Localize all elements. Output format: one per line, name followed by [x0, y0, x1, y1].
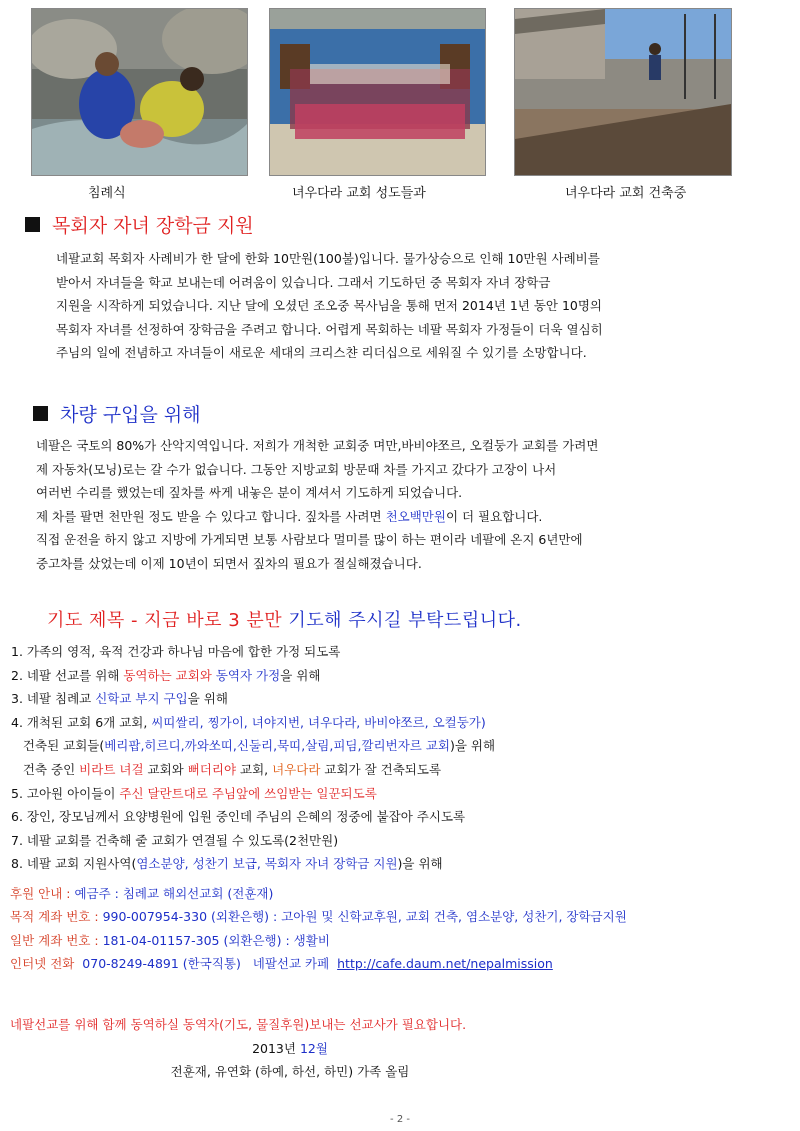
- prayer-list: [11, 640, 495, 876]
- highlight-blue: 씨띠쌀리, 찡가이, 녀야지번, 녀우다라, 바비야쪼르, 오컬둥가): [151, 714, 486, 730]
- prayer-heading-blue: 기도해 주시길 부탁드립니다.: [288, 610, 522, 631]
- support-line-phone: [10, 952, 627, 975]
- support-label: 목적 계좌 번호 :: [10, 909, 103, 925]
- section-vehicle-title: 차량 구입을 위해: [60, 404, 201, 426]
- paragraph-line: 지원을 시작하게 되었습니다. 지난 달에 오셨던 조오중 목사님을 통해 먼저 2014년 1년 동안 10명의: [56, 298, 602, 314]
- prayer-heading-red: 기도 제목 - 지금 바로 3 분만: [47, 610, 289, 631]
- highlight-blue: 동역자 가정: [215, 667, 281, 683]
- support-line-sponsor: [10, 882, 627, 905]
- text-span: 교회와: [143, 761, 188, 777]
- congregation-photo: [269, 8, 486, 176]
- list-item: [11, 734, 495, 758]
- paragraph-line: 네팔교회 목회자 사례비가 한 달에 한화 10만원(100불)입니다. 물가상승으로 인해 10만원 사례비를: [56, 251, 600, 266]
- paragraph-line: [36, 505, 748, 529]
- cafe-link[interactable]: http://cafe.daum.net/nepalmission: [337, 956, 553, 972]
- paragraph-line: 목회자 자녀를 선정하여 장학금을 주려고 합니다. 어렵게 목회하는 네팔 목회자 가정들이 더욱 열심히: [56, 321, 603, 337]
- text-span: 을 위해: [280, 667, 321, 683]
- text-span: 교회가 잘 건축되도록: [320, 761, 442, 777]
- section-vehicle-body: [36, 434, 748, 576]
- photo-caption-baptism: 침례식: [88, 186, 126, 201]
- paragraph-line: 제 자동차(모닝)로는 갈 수가 없습니다. 그동안 지방교회 방문때 차를 가지고 갔다가 고장이 나서: [36, 461, 557, 477]
- list-item: 6. 장인, 장모님께서 요양병원에 입원 중인데 주님의 은혜의 정중에 붙잡아 주시도록: [11, 809, 466, 825]
- support-label: 일반 계좌 번호 :: [10, 932, 103, 948]
- support-value: 990-007954-330 (외환은행) : 고아원 및 신학교후원, 교회 건축, 염소분양, 성찬기, 장학금지원: [102, 909, 627, 925]
- support-line-purpose-account: [10, 905, 627, 928]
- text-span: 8. 네팔 교회 지원사역(: [11, 856, 137, 872]
- list-item: [11, 664, 495, 688]
- support-label: 후원 안내 :: [10, 886, 75, 901]
- date-year: 2013년: [252, 1040, 300, 1056]
- support-label: 인터넷 전화: [10, 956, 83, 972]
- square-bullet-icon: [33, 406, 48, 421]
- paragraph-line: 여러번 수리를 했었는데 짚차를 싸게 내놓은 분이 계셔서 기도하게 되었습니다.: [36, 485, 463, 501]
- highlight-red: 뻐더리야: [187, 761, 237, 777]
- support-value: 예금주 : 침례교 해외선교회 (전훈재): [74, 886, 274, 901]
- text-span: 5. 고아원 아이들이: [11, 785, 120, 801]
- square-bullet-icon: [25, 217, 40, 232]
- support-line-general-account: [10, 929, 627, 952]
- paragraph-line: 주님의 일에 전념하고 자녀들이 새로운 세대의 크리스챤 리더십으로 세워질 수 있기를 소망합니다.: [56, 345, 587, 361]
- closing-appeal: 네팔선교를 위해 함께 동역하실 동역자(기도, 물질후원)보내는 선교사가 필요합니다.: [10, 1017, 467, 1032]
- text-span: 건축 중인: [11, 761, 80, 777]
- text-span: 을 위해: [187, 691, 228, 707]
- list-item: [11, 782, 495, 806]
- highlight-red: 동역하는 교회와: [123, 667, 212, 683]
- paragraph-line: 네팔은 국토의 80%가 산악지역입니다. 저희가 개척한 교회중 며만,바비야쪼르, 오컬둥가 교회를 가려면: [36, 438, 599, 453]
- highlight-orange: 녀우다라: [272, 761, 321, 777]
- highlight-red: 비라트 녀걸: [79, 761, 144, 777]
- list-item: [11, 711, 495, 735]
- support-value: 181-04-01157-305 (외환은행) : 생활비: [102, 932, 330, 948]
- closing-date: [10, 1037, 570, 1061]
- highlight-amount: 천오백만원: [385, 508, 446, 524]
- section-scholarship-heading: [25, 211, 254, 238]
- paragraph-line: 받아서 자녀들을 학교 보내는데 어려움이 있습니다. 그래서 기도하던 중 목회자 자녀 장학금: [56, 274, 551, 290]
- support-info: [10, 882, 627, 976]
- section-vehicle-heading: [33, 400, 201, 427]
- text-span: 이 더 필요합니다.: [445, 508, 543, 524]
- text-span: )을 위해: [397, 856, 443, 872]
- text-span: 2. 네팔 선교를 위해: [11, 667, 124, 683]
- page-number: - 2 -: [390, 1114, 410, 1125]
- section-scholarship-body: [56, 247, 768, 365]
- text-span: 3. 네팔 침례교: [11, 691, 96, 707]
- list-item: [11, 852, 495, 876]
- support-value: 070-8249-4891 (한국직통) 네팔선교 카페: [82, 956, 338, 972]
- closing-signature: 전훈재, 유연화 (하예, 하선, 하민) 가족 올림: [170, 1064, 410, 1079]
- highlight-red: 주신 달란트대로 주님앞에 쓰임받는 일꾼되도록: [119, 785, 377, 801]
- text-span: 4. 개척된 교회 6개 교회,: [11, 714, 152, 730]
- section-scholarship-title: 목회자 자녀 장학금 지원: [52, 215, 254, 237]
- list-item: 7. 네팔 교회를 건축해 줄 교회가 연결될 수 있도록(2천만원): [11, 832, 339, 848]
- baptism-photo: [31, 8, 248, 176]
- list-item: [11, 687, 495, 711]
- list-item: [11, 758, 495, 782]
- list-item: 1. 가족의 영적, 육적 건강과 하나님 마음에 합한 가정 되도록: [11, 644, 341, 659]
- paragraph-line: 직접 운전을 하지 않고 지방에 가게되면 보통 사람보다 멀미를 많이 하는 편이라 네팔에 온지 6년만에: [36, 532, 583, 548]
- text-span: )을 위해: [449, 738, 496, 754]
- highlight-blue: 베리팝,히르디,까와쏘띠,신둘리,묵띠,살림,피딤,깔리번자르 교회: [104, 738, 450, 754]
- date-month: 12월: [299, 1040, 328, 1056]
- prayer-heading: [47, 606, 522, 632]
- closing: [10, 1013, 770, 1084]
- construction-photo: [514, 8, 732, 176]
- text-span: 교회,: [236, 761, 273, 777]
- text-span: 제 차를 팔면 천만원 정도 받을 수 있다고 합니다. 짚차를 사려면: [36, 508, 386, 524]
- photo-caption-congregation: 녀우다라 교회 성도들과: [292, 186, 426, 201]
- photo-caption-construction: 녀우다라 교회 건축중: [565, 186, 687, 201]
- text-span: 건축된 교회들(: [11, 738, 105, 754]
- highlight-blue: 염소분양, 성찬기 보급, 목회자 자녀 장학금 지원: [136, 856, 398, 872]
- paragraph-line: 중고차를 샀었는데 이제 10년이 되면서 짚차의 필요가 절실해졌습니다.: [36, 555, 422, 571]
- highlight-blue: 신학교 부지 구입: [95, 691, 188, 707]
